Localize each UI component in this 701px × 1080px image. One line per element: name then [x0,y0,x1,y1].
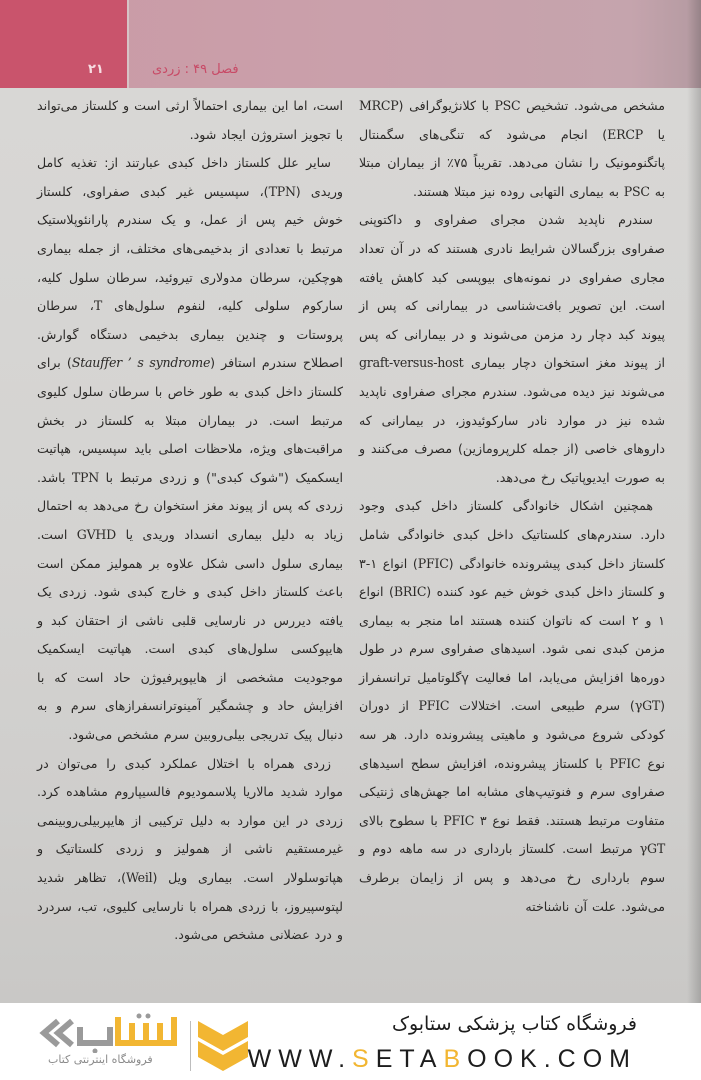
paragraph [37,750,343,950]
logo-divider [190,1021,191,1071]
latin-term: PSC [623,183,650,199]
url-accent-letter: S [352,1045,376,1073]
chapter-title: فصل ۴۹ : زردی [152,62,239,77]
text-run: ، سرطان پروستات و چندین بیماری بدخیمی دستگاه گوارش. اصطلاح سندرم استافر ( [37,298,343,371]
text-run: ) برای کلستاز داخل کبدی به طور خاص با سرطان سلول کلیوی مرتبط است. در بیماران مبتلا به کلستاز در بخش مراقبت‌های ویژه، ملاحظات اصلی باید سپسیس، هپاتیت ایسکمیک ("شوک کبدی") و زردی مرتبط با [37,355,343,485]
text-run: ) سرم طبیعی است. اختلالات [449,698,635,714]
text-run: همچنین اشکال خانوادگی کلستاز داخل کبدی وجود دارد. سندرم‌های کلستاتیک داخل کبدی خانوادگی شامل کلستاز داخل کبدی پیشرونده خانوادگی ( [359,498,665,571]
latin-term: PFIC [417,555,449,571]
text-run: با کلستاز پیشرونده، افزایش سطح اسیدهای صفراوی سرم و فنوتیپ‌های مشابه اما جهش‌های ژنتیکی متفاوت مرتبط هستند. فقط نوع ۳ [359,755,665,828]
latin-term: graft-versus-host [359,355,464,371]
page-header-band [0,0,701,88]
text-run: می‌شوند نیز دیده می‌شود. سندرم مجرای صفراوی ناپدید شده نیز در موارد نادر سارکوئیدوز، در بیمارانی که داروهای خاصی (از جمله کلرپرومازین) مصرف می‌کنند و به صورت ایدیوپاتیک رخ می‌دهد. [359,383,665,485]
url-part: ETA [375,1045,444,1073]
chevron-down-logo-icon [198,1017,248,1073]
latin-term: TPN [71,469,100,485]
latin-term: γGT [639,841,665,857]
paragraph [37,149,343,749]
paragraph [359,206,665,492]
text-run: ) انجام می‌شود که تنگی‌های سگمنتال پاتگنومونیک را نشان می‌دهد. تقریباً ۷۵٪ از بیماران مبتلا به [359,126,666,199]
page-number-box [0,0,129,88]
store-name: فروشگاه کتاب پزشکی ستابوک [391,1013,637,1035]
latin-term: PFIC [609,755,641,771]
paragraph [359,492,665,921]
text-run: ) انواع ۱ و ۲ است که ناتوان کننده هستند اما منجر به بیماری مزمن کبدی نمی شود. اسیدهای صفراوی سرم در طول دوره‌ها افزایش می‌یابد، اما فعالیت γگلوتامیل ترانسفراز ( [359,584,666,714]
paragraph [359,92,665,206]
latin-term: PSC [494,98,521,113]
setabook-logo[interactable] [30,1013,240,1073]
latin-term: GVHD [76,526,117,542]
text-run: است، اما این بیماری احتمالاً ارثی است و کلستاز می‌تواند با تجویز استروژن ایجاد شود. [37,98,343,142]
latin-term: BRIC [393,584,427,600]
left-column [37,92,343,950]
paragraph [37,92,343,149]
text-run: با کلانژیوگرافی ( [398,98,495,113]
setabook-wordmark-icon [36,1013,186,1053]
text-run: به بیماری التهابی روده نیز مبتلا هستند. [412,183,624,199]
text-run: از دوران کودکی شروع می‌شود و ماهیتی پیشرونده دارد. هر سه نوع [359,698,666,771]
store-url-link[interactable] [248,1045,637,1074]
latin-term: MRCP [359,98,399,113]
text-run: مشخص می‌شود. تشخیص [520,98,666,113]
latin-term: PFIC [443,812,475,828]
url-part: OOK.COM [467,1045,637,1073]
text-columns [0,92,701,992]
text-run: است. بیماری سلول داسی شکل علاوه بر همولیز ممکن است باعث کلستاز داخل کبدی و خارج کبدی شود. زردی یک یافته دیررس در نارسایی قلبی ناشی از احتقان کبد و هایپوکسی سلول‌های کبدی است. هپاتیت ایسکمیک موجودیت مشخصی از هایپوپرفیوژن حاد است که با افزایش حاد و چشمگیر آمینوترانسفرازهای سرم و به دنبال پیک تدریجی بیلی‌روبین سرم مشخص می‌شود. [37,526,343,743]
text-run: سایر علل کلستاز داخل کبدی عبارتند از: تغذیه کامل وریدی ( [37,155,344,199]
text-run: )، سپسیس غیر کبدی صفراوی، کلستاز خوش خیم پس از عمل، و یک سندرم پارانئوپلاستیک مرتبط با تعدادی از بدخیمی‌های مختلف، از جمله بیماری هوچکین، سرطان مدولاری تیروئید، سرطان سلول کلیه، سارکوم سلولی کلیه، لنفوم سلول‌های [37,183,344,314]
page-edge-shadow [687,0,701,1003]
latin-term: TPN [268,183,296,199]
text-run: مرتبط است. کلستاز بارداری در سه ماهه دوم و سوم بارداری رخ می‌دهد و پس از زایمان برطرف می‌شود. علت آن ناشناخته [359,841,665,914]
text-run: سندرم ناپدید شدن مجرای صفراوی و داکتوپنی صفراوی بزرگسالان شرایط نادری هستند که در آن تعداد مجاری صفراوی در نمونه‌های بیوپسی کبد کاهش یافته است. این تصویر بافت‌شناسی در بیمارانی که پس از پیوند کبد دچار رد مزمن می‌شوند و در بیمارانی که پس از پیوند مغز استخوان دچار بیماری [359,212,665,371]
latin-term: Stauffer ’ s syndrome [71,355,211,371]
latin-term: γGT [634,698,661,714]
latin-term: Weil [126,870,153,886]
page-number: ۲۱ [88,62,104,77]
url-accent-letter: B [443,1045,468,1073]
text-run: )، تظاهر شدید لپتوسپیروز، با زردی همراه با نارسایی کلیوی، تب، سردرد و درد عضلانی مشخص می‌شود. [37,870,343,943]
text-run: یا [642,126,665,142]
text-run: ) انواع ۱-۳ و کلستاز داخل کبدی خوش خیم عود کننده ( [359,555,665,600]
logo-tagline: فروشگاه اینترنتی کتاب [48,1053,153,1066]
latin-term: PFIC [418,698,450,714]
watermark-footer [0,1003,701,1080]
latin-term: ERCP [607,126,643,142]
text-run: زردی همراه با اختلال عملکرد کبدی را می‌توان در موارد شدید مالاریا پلاسمودیوم فالسیپاروم مشاهده کرد. زردی در این موارد به دلیل ترکیبی از هایپربیلی‌روبینمی غیرمستقیم ناشی از همولیز و زردی کلستاتیک و هپاتوسلولار است. بیماری ویل ( [37,755,343,886]
latin-term: T [93,298,103,314]
url-part: WWW. [247,1045,353,1073]
right-column [359,92,665,921]
text-run: با سطوح بالای [359,812,444,828]
text-run: باشد. زردی که پس از پیوند مغز استخوان رخ می‌دهد به احتمال زیاد به دلیل بیماری انسداد وریدی یا [37,469,343,542]
